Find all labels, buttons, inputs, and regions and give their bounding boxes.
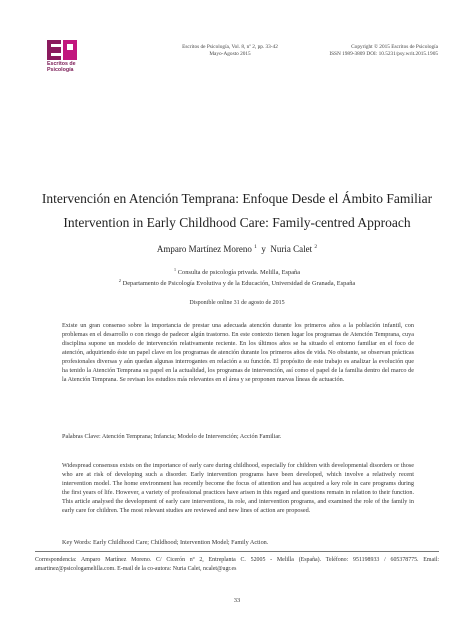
header-copyright-line1: Copyright © 2015 Escritos de Psicología xyxy=(351,44,438,50)
journal-logo xyxy=(47,40,77,82)
header-copyright xyxy=(300,44,438,58)
header-citation xyxy=(160,44,300,58)
author-affiliation-mark: 1 xyxy=(254,244,257,250)
footnote-divider xyxy=(35,551,439,552)
keywords-english: Key Words: Early Childhood Care; Childhood; Intervention Model; Family Action. xyxy=(62,539,269,546)
journal-logo-mark xyxy=(47,40,77,60)
header-doi-line: ISSN 1989-3809 DOI: 10.5231/psy.writ.2015.1905 xyxy=(329,51,438,58)
affiliation-text: Departamento de Psicología Evolutiva y de la Educación, Universidad de Granada, España xyxy=(122,280,356,288)
affiliation xyxy=(20,278,454,287)
abstract-english: Widespread consensus exists on the importance of early care during childhood, especially for children with developmental disorders or those who are at risk of developing such a disorder. Early intervention programs have been developed, which involve a relatively recent intervention model. The home environment has recently become the focus of attention and has acquired a key role in care programs during the first years of life. However, a variety of professional practices have arisen in this regard and questions remain in relation to their function. This article analysed the development of early care interventions, its role, and intervention programs, and examined the role of the family in early care for children. The most relevant studies are reviewed and new lines of action are proposed. xyxy=(62,462,414,514)
correspondence-note: Correspondencia: Amparo Martínez Moreno. C/ Cicerón nº 2, Entreplanta C. 52005 - Melilla (España). Teléfono: 951198933 / 605378775. Email: amartinez@psicologamelilla.com. E-mail de la co-autora: Nuria Calet, ncalet@ugr.es xyxy=(35,557,439,572)
header-citation-line1: Escritos de Psicología, Vol. 8, nº 2, pp. 33-42 xyxy=(182,44,278,50)
page-number: 33 xyxy=(233,597,241,604)
author-list xyxy=(20,244,454,254)
author-name: Nuria Calet xyxy=(270,244,313,254)
keywords-spanish: Palabras Clave: Atención Temprana; Infancia; Modelo de Intervención; Acción Familiar. xyxy=(62,433,282,440)
journal-logo-line1: Escritos de xyxy=(47,61,76,67)
affiliation-mark: 1 xyxy=(173,267,177,272)
author-name: Amparo Martínez Moreno xyxy=(156,244,252,254)
affiliation-mark: 2 xyxy=(118,278,121,283)
title-spanish: Intervención en Atención Temprana: Enfoque Desde el Ámbito Familiar xyxy=(41,191,433,206)
journal-logo-line2: Psicología xyxy=(47,67,74,74)
affiliation-text: Consulta de psicología privada. Melilla, España xyxy=(177,269,301,277)
author-conjunction: y xyxy=(261,244,266,254)
journal-logo-text xyxy=(47,61,77,74)
online-date: Disponible online 31 de agosto de 2015 xyxy=(189,300,285,306)
author-affiliation-mark: 2 xyxy=(314,244,318,250)
header-citation-line2: Mayo-Agosto 2015 xyxy=(209,51,251,58)
title-english: Intervention in Early Childhood Care: Family-centred Approach xyxy=(63,215,411,230)
affiliation xyxy=(20,267,454,276)
abstract-spanish: Existe un gran consenso sobre la importancia de prestar una adecuada atención durante los primeros años a la población infantil, con problemas en el desarrollo o con riesgo de padecer algún trastorno. En este contexto tienen lugar los programas de Atención Temprana, cuya disciplina supone un modelo de intervención relativamente reciente. En los últimos años se ha situado el entorno familiar en el foco de atención, adquiriendo éste un papel clave en los programas de atención durante los primeros años de vida. No obstante, se observan prácticas profesionales diversas y aún quedan algunas interrogantes en relación a su función. El propósito de este trabajo es analizar la evolución que ha tenido la Atención Temprana su papel en la actualidad, los programas de intervención, así como el papel de la familia dentro del marco de la Atención Temprana. Se revisan los estudios más relevantes en el área y se proponen nuevas líneas de actuación. xyxy=(62,322,414,383)
